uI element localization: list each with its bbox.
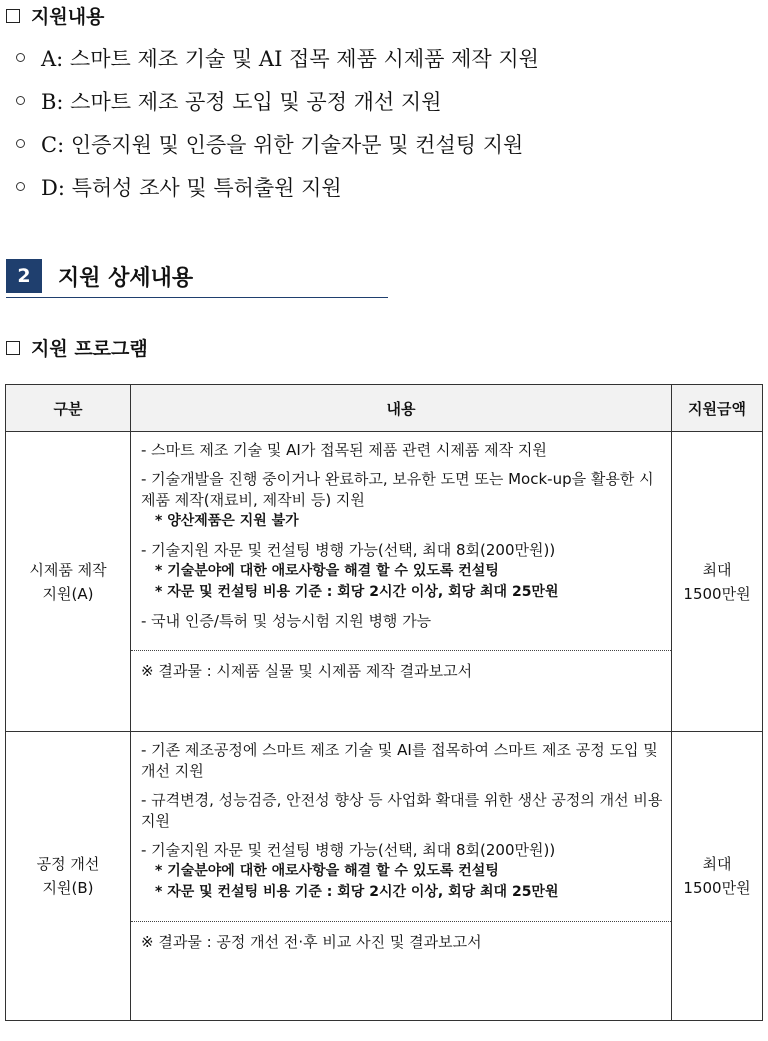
content-item: - 규격변경, 성능검증, 안전성 향상 등 사업화 확대를 위한 생산 공정의 개선 비용 지원 xyxy=(141,791,663,830)
support-program-table xyxy=(5,384,763,1021)
note-text: * 기술분야에 대한 애로사항을 해결 할 수 있도록 컨설팅 xyxy=(155,563,499,579)
category-cell: 시제품 제작 지원(A) xyxy=(6,432,131,732)
section-title: 지원내용 xyxy=(31,6,105,28)
content-item: - 기술지원 자문 및 컨설팅 병행 가능(선택, 최대 8회(200만원)) * 기술분야에 대한 애로사항을 해결 할 수 있도록 컨설팅 * 자문 및 컨설팅 비용 기준 : 회당 2시간 이상, 회당 최대 25만원 xyxy=(141,840,665,903)
header-category: 구분 xyxy=(6,385,131,432)
section-heading-support-content xyxy=(6,2,104,29)
table-row xyxy=(6,432,763,732)
circle-bullet-icon xyxy=(16,182,25,191)
circle-bullet-icon xyxy=(16,139,25,148)
content-cell xyxy=(131,732,672,1021)
chapter-heading xyxy=(6,255,388,298)
content-item: - 기존 제조공정에 스마트 제조 기술 및 AI를 접목하여 스마트 제조 공정 도입 및 개선 지원 xyxy=(141,741,658,780)
table-row xyxy=(6,732,763,1021)
header-content: 내용 xyxy=(131,385,672,432)
content-item: - 기술개발을 진행 중이거나 완료하고, 보유한 도면 또는 Mock-up을 활용한 시제품 제작(재료비, 제작비 등) 지원 * 양산제품은 지원 불가 xyxy=(141,469,665,532)
note-text: * 자문 및 컨설팅 비용 기준 : 회당 2시간 이상, 회당 최대 25만원 xyxy=(155,884,559,900)
chapter-number: 2 xyxy=(6,259,42,293)
result-note: ※ 결과물 : 공정 개선 전·후 비교 사진 및 결과보고서 xyxy=(131,921,671,961)
list-item: D: 특허성 조사 및 특허출원 지원 xyxy=(16,165,539,208)
circle-bullet-icon xyxy=(16,96,25,105)
support-content-list xyxy=(16,36,539,208)
content-cell xyxy=(131,432,672,732)
result-note: ※ 결과물 : 시제품 실물 및 시제품 제작 결과보고서 xyxy=(131,650,671,690)
note-text: * 기술분야에 대한 애로사항을 해결 할 수 있도록 컨설팅 xyxy=(155,863,499,879)
note-text: * 양산제품은 지원 불가 xyxy=(155,513,299,529)
header-amount: 지원금액 xyxy=(672,385,763,432)
category-cell: 공정 개선 지원(B) xyxy=(6,732,131,1021)
amount-cell: 최대 1500만원 xyxy=(672,732,763,1021)
circle-bullet-icon xyxy=(16,53,25,62)
chapter-title: 지원 상세내용 xyxy=(58,265,194,291)
content-item: - 기술지원 자문 및 컨설팅 병행 가능(선택, 최대 8회(200만원)) * 기술분야에 대한 애로사항을 해결 할 수 있도록 컨설팅 * 자문 및 컨설팅 비용 기준 : 회당 2시간 이상, 회당 최대 25만원 xyxy=(141,540,665,603)
content-item: - 스마트 제조 기술 및 AI가 접목된 제품 관련 시제품 제작 지원 xyxy=(141,441,547,459)
section-heading-support-program xyxy=(6,334,148,361)
list-item: C: 인증지원 및 인증을 위한 기술자문 및 컨설팅 지원 xyxy=(16,122,539,165)
checkbox-square-icon xyxy=(6,9,20,23)
checkbox-square-icon xyxy=(6,341,20,355)
table-header-row xyxy=(6,385,763,432)
amount-cell: 최대 1500만원 xyxy=(672,432,763,732)
content-item: - 국내 인증/특허 및 성능시험 지원 병행 가능 xyxy=(141,612,432,630)
section-title: 지원 프로그램 xyxy=(31,338,148,360)
list-item: A: 스마트 제조 기술 및 AI 접목 제품 시제품 제작 지원 xyxy=(16,36,539,79)
list-item: B: 스마트 제조 공정 도입 및 공정 개선 지원 xyxy=(16,79,539,122)
note-text: * 자문 및 컨설팅 비용 기준 : 회당 2시간 이상, 회당 최대 25만원 xyxy=(155,584,559,600)
